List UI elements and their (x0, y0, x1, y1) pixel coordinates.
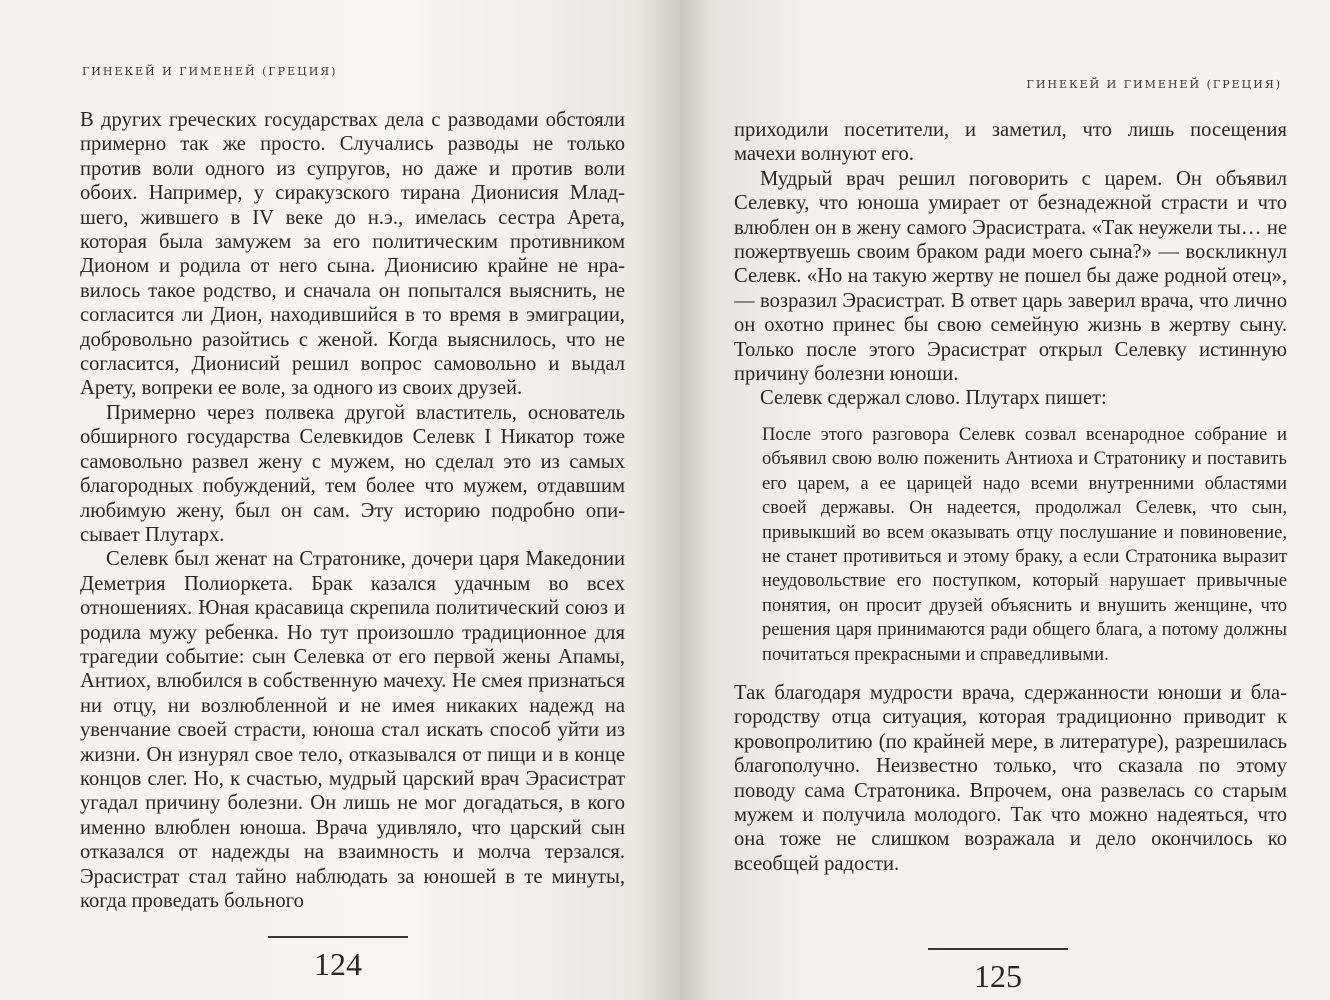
paragraph: Примерно через полвека другой властитель, основатель обширного государства Селевкидов Селевк I Никатор тоже самовольно развел жену с мужем, но сделал это из самых благородных побуждений, тем более что мужем, отдавшим любимую жену, был он сам. Эту историю подробно описывает Плутарх. (80, 401, 625, 546)
right-page (680, 0, 1330, 1000)
page-number-block (928, 948, 1068, 992)
folio-rule (268, 936, 408, 938)
folio-rule (928, 948, 1068, 950)
paragraph: Селевк был женат на Стратонике, дочери царя Македонии Деметрия Полиоркета. Брак казался удачным во всех отношениях. Юная красавица скрепила политический союз и родила мужу ребенка. Но тут произошло традиционное для трагедии событие: сын Селевка от его первой жены Апамы, Антиох, влюбился в собственную мачеху. Не смея признаться ни отцу, ни возлюбленной и не имея никаких надежд на увенчание своей страсти, юноша стал искать способ уйти из жизни. Он изнурял свое тело, отказывался от пищи и в конце концов слег. Но, к счастью, мудрый царский врач Эрасистрат угадал причину болезни. Он лишь не мог догадаться, в кого именно влюблен юноша. Врача удивляло, что царский сын отказался от надежды на взаимность и молча терзался. Эрасистрат стал тайно наблюдать за юношей в те минуты, когда проведать больного (80, 548, 625, 912)
running-head: ГИНЕКЕЙ И ГИМЕНЕЙ (ГРЕЦИЯ) (82, 65, 338, 78)
page-number: 125 (974, 957, 1022, 994)
block-quote: После этого разговора Селевк созвал всенародное собрание и объявил свою волю поженить Антиоха и Стратонику и поставить его царем, а ее царицей надо всеми внутренними областями своей державы. Он надеется, продолжал Селевк, что сын, привыкший во всем оказывать отцу послушание и повиновение, не станет противиться и этому браку, а если Стратоника выразит неудовольствие его поступком, который нарушает привычные понятия, он просит друзей объяснить и внушить женщине, что решения царя принимаются ради общего блага, а потому должны почитаться прекрасными и справедливыми. (762, 423, 1287, 665)
running-head: ГИНЕКЕЙ И ГИМЕНЕЙ (ГРЕЦИЯ) (1026, 78, 1282, 91)
page-number: 124 (314, 945, 362, 982)
body-text (734, 118, 1287, 876)
paragraph: В других греческих государствах дела с разводами обстояли примерно так же просто. Случались разводы не только против воли одного из супругов, но даже и против воли обоих. Например, у сиракузского тирана Дионисия Младшего, жившего в IV веке до н.э., имелась сестра Арета, которая была замужем за его политическим противником Дионом и родила от него сына. Дионисию крайне не нравилось такое родство, и сначала он попытался выяснить, не согласится ли Дион, находившийся в то время в эмиграции, добровольно разойтись с женой. Когда выяснилось, что не согласится, Дионисий решил вопрос самовольно и выдал Арету, вопреки ее воле, за одного из своих друзей. (80, 109, 625, 400)
body-text (80, 108, 625, 913)
paragraph: Так благодаря мудрости врача, сдержанности юноши и благородству отца ситуация, которая традиционно приводит к кровопролитию (по крайней мере, в литературе), разрешилась благополучно. Неизвестно только, что сказала по этому поводу сама Стратоника. Впрочем, она развелась со старым мужем и получила молодого. Так что можно надеяться, что она тоже не слишком возражала и дело окончилось ко всеобщей радости. (734, 681, 1287, 875)
paragraph: Мудрый врач решил поговорить с царем. Он объявил Селевку, что юноша умирает от безнадежной страсти и что влюблен он в жену самого Эрасистрата. «Так неужели ты… не пожертвуешь своим браком ради моего сына?» — воскликнул Селевк. «Но на такую жертву не пошел бы даже родной отец», — возразил Эрасистрат. В ответ царь заверил врача, что лично он охотно принес бы свою семейную жизнь в жертву сыну. Только после этого Эрасистрат открыл Селевку истинную причину болезни юноши. (734, 167, 1287, 386)
page-number-block (268, 936, 408, 980)
paragraph: приходили посетители, и заметил, что лишь посещения мачехи волнуют его. (734, 119, 1287, 166)
paragraph: Селевк сдержал слово. Плутарх пишет: (760, 387, 1107, 410)
